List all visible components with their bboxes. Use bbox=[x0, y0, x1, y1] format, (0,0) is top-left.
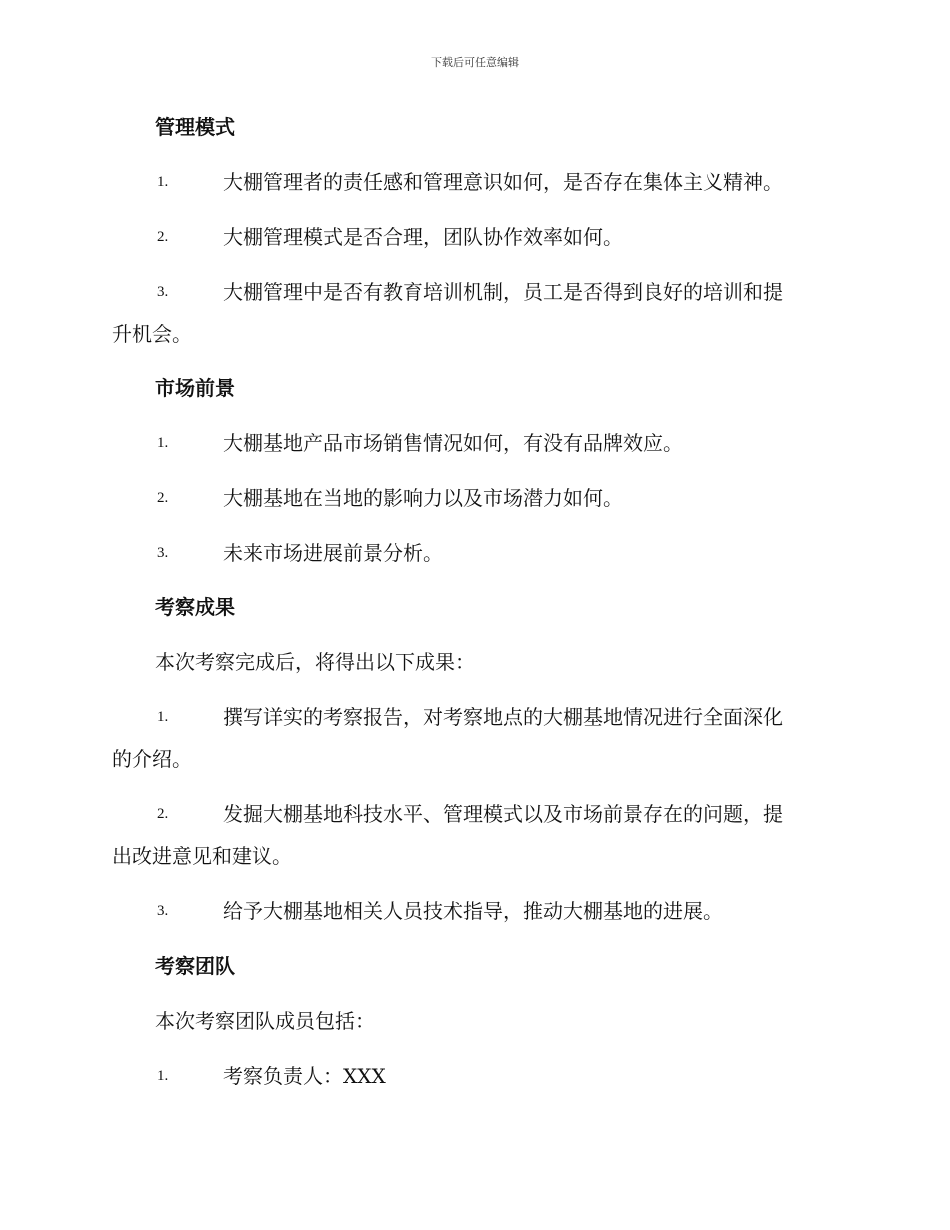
item-text: 大棚管理模式是否合理，团队协作效率如何。 bbox=[223, 225, 623, 249]
item-text: 撰写详实的考察报告，对考察地点的大棚基地情况进行全面深化 bbox=[223, 705, 783, 729]
item-number: 3. bbox=[157, 545, 169, 561]
item-text-continuation: 出改进意见和建议。 bbox=[112, 844, 292, 868]
item-number: 3. bbox=[157, 903, 169, 919]
item-text: 考察负责人：XXX bbox=[223, 1064, 386, 1088]
item-text: 给予大棚基地相关人员技术指导，推动大棚基地的进展。 bbox=[223, 899, 723, 923]
section-intro-team: 本次考察团队成员包括： bbox=[155, 1009, 375, 1033]
item-text: 大棚管理中是否有教育培训机制，员工是否得到良好的培训和提 bbox=[223, 280, 783, 304]
item-text: 未来市场进展前景分析。 bbox=[223, 541, 443, 565]
item-text-continuation: 升机会。 bbox=[112, 322, 192, 346]
item-number: 2. bbox=[157, 229, 169, 245]
section-heading-results: 考察成果 bbox=[155, 595, 235, 619]
item-number: 3. bbox=[157, 284, 169, 300]
item-number: 1. bbox=[157, 174, 169, 190]
item-number: 2. bbox=[157, 806, 169, 822]
item-text: 大棚基地在当地的影响力以及市场潜力如何。 bbox=[223, 486, 623, 510]
item-text: 发掘大棚基地科技水平、管理模式以及市场前景存在的问题，提 bbox=[223, 802, 783, 826]
section-heading-management: 管理模式 bbox=[155, 115, 235, 139]
section-heading-team: 考察团队 bbox=[155, 954, 235, 978]
section-intro-results: 本次考察完成后，将得出以下成果： bbox=[155, 650, 475, 674]
item-number: 1. bbox=[157, 435, 169, 451]
item-number: 2. bbox=[157, 490, 169, 506]
item-number: 1. bbox=[157, 1068, 169, 1084]
section-heading-market: 市场前景 bbox=[155, 376, 235, 400]
page-header: 下载后可任意编辑 bbox=[431, 56, 519, 69]
item-text-continuation: 的介绍。 bbox=[112, 747, 192, 771]
item-number: 1. bbox=[157, 709, 169, 725]
item-text: 大棚基地产品市场销售情况如何，有没有品牌效应。 bbox=[223, 431, 683, 455]
item-text: 大棚管理者的责任感和管理意识如何，是否存在集体主义精神。 bbox=[223, 170, 783, 194]
